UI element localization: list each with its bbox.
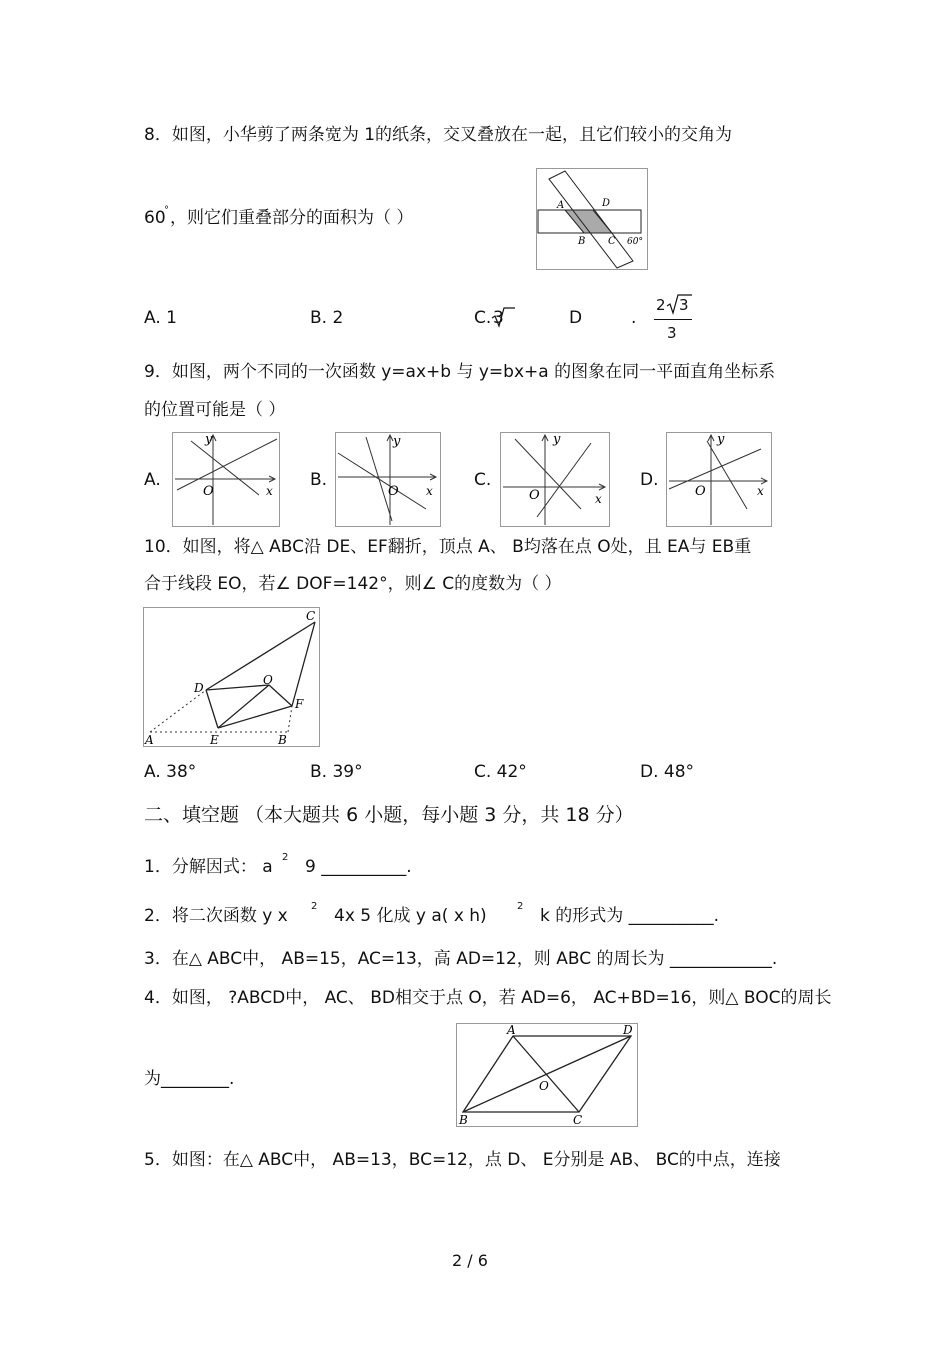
f4-line1: 4．如图， ?ABCD中， AC、 BD相交于点 O，若 AD=6， AC+BD=16，则△ BOC的周长	[144, 988, 832, 1008]
q8-label-a: A	[557, 200, 565, 211]
section-heading: 二、填空题 （本大题共 6 小题，每小题 3 分，共 18 分）	[144, 804, 634, 826]
svg-text:x: x	[266, 484, 273, 498]
f2-exponent-1: 2	[311, 901, 318, 912]
svg-text:x: x	[595, 492, 602, 506]
f2-middle: 4x 5 化成 y a( x h)	[334, 906, 487, 926]
f2-exponent-2: 2	[517, 901, 524, 912]
q10-option-d: D. 48°	[640, 762, 695, 782]
svg-text:O: O	[695, 484, 706, 499]
svg-text:D: D	[623, 1024, 633, 1037]
svg-text:C: C	[573, 1113, 583, 1126]
q9-graph-a	[172, 432, 280, 527]
f3-text: 3．在△ ABC中， AB=15，AC=13，高 AD=12，则 ABC 的周长为 ____________.	[144, 949, 778, 969]
f2-text: 2．将二次函数 y x	[144, 906, 288, 926]
q10-line2: 合于线段 EO，若∠ DOF=142°，则∠ C的度数为（ ）	[144, 574, 562, 594]
svg-text:A: A	[145, 733, 154, 746]
svg-text:O: O	[388, 484, 399, 499]
q8-degree-mark: °	[164, 205, 169, 216]
q9-graph-b	[335, 432, 441, 527]
q8-option-a: A. 1	[144, 308, 177, 328]
q8-option-c-prefix: C.	[474, 308, 492, 328]
q9-option-b-label: B.	[310, 470, 328, 490]
f4-line2: 为________.	[144, 1069, 235, 1089]
q9-graph-c	[500, 432, 610, 527]
svg-text:F: F	[295, 697, 304, 711]
svg-text:C: C	[306, 609, 316, 623]
q8-line2: ，则它们重叠部分的面积为（ ）	[170, 208, 414, 228]
svg-text:O: O	[529, 488, 540, 503]
q8-line1: 8．如图，小华剪了两条宽为 1的纸条，交叉叠放在一起，且它们较小的交角为	[144, 125, 733, 145]
f1-rest: 9 __________.	[305, 857, 412, 877]
q10-line1: 10．如图，将△ ABC沿 DE、EF翻折，顶点 A、 B均落在点 O处，且 EA与 EB重	[144, 537, 752, 557]
q8-figure	[536, 168, 648, 270]
page-number: 2 / 6	[452, 1251, 488, 1270]
q10-option-a: A. 38°	[144, 762, 197, 782]
q8-label-d: D	[602, 198, 611, 209]
svg-text:O: O	[263, 673, 273, 687]
svg-text:D: D	[194, 681, 204, 695]
svg-text:y: y	[393, 434, 401, 449]
svg-text:y: y	[553, 433, 561, 447]
svg-text:E: E	[210, 733, 219, 746]
f2-rest: k 的形式为 __________.	[540, 906, 720, 926]
q8-option-d-dot: .	[631, 308, 637, 328]
svg-text:x: x	[426, 484, 433, 498]
f5-line1: 5．如图：在△ ABC中， AB=13，BC=12，点 D、 E分别是 AB、 BC的中点，连接	[144, 1150, 781, 1170]
svg-text:y: y	[717, 433, 725, 447]
q8-degree-value: 60	[144, 208, 166, 228]
svg-text:B: B	[278, 733, 287, 746]
q8-label-b: B	[578, 236, 586, 247]
q10-option-c: C. 42°	[474, 762, 527, 782]
q9-line1: 9．如图，两个不同的一次函数 y=ax+b 与 y=bx+a 的图象在同一平面直角坐标系	[144, 362, 776, 382]
q10-option-b: B. 39°	[310, 762, 363, 782]
svg-text:A: A	[507, 1024, 516, 1037]
svg-text:O: O	[539, 1079, 549, 1093]
q8-label-c: C	[608, 236, 616, 247]
q8-option-b: B. 2	[310, 308, 344, 328]
q9-graph-d	[666, 432, 772, 527]
svg-text:x: x	[757, 484, 764, 498]
svg-text:O: O	[203, 484, 214, 499]
q9-option-a-label: A.	[144, 470, 161, 490]
f1-exponent: 2	[282, 852, 289, 863]
q9-option-d-label: D.	[640, 470, 659, 490]
q8-option-c-value: 3	[491, 310, 502, 327]
svg-text:y: y	[205, 433, 213, 447]
q8-option-d-prefix: D	[569, 308, 583, 328]
q8-option-d-fraction: 2 3 3	[652, 295, 694, 345]
f1-text: 1．分解因式： a	[144, 857, 273, 877]
svg-text:B: B	[459, 1113, 468, 1126]
q9-option-c-label: C.	[474, 470, 492, 490]
q10-figure	[143, 607, 320, 747]
q8-label-angle: 60°	[627, 237, 643, 247]
f4-figure	[456, 1023, 638, 1127]
q9-line2: 的位置可能是（ ）	[144, 400, 286, 420]
